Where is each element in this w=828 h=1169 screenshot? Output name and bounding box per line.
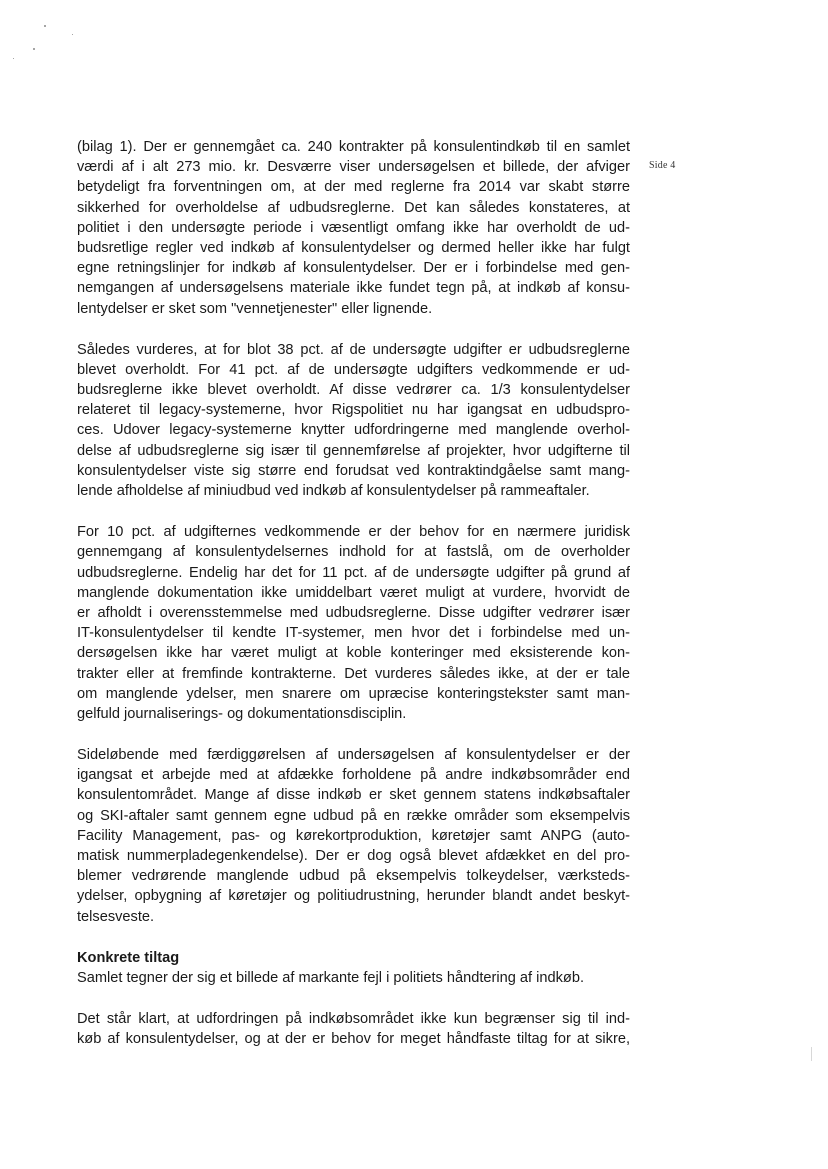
text-line: Sideløbende med færdiggørelsen af undersøgelsen af konsulentydelser er der [77, 747, 630, 764]
text-line: For 10 pct. af udgifternes vedkommende er der behov for en nærmere juridisk [77, 524, 630, 541]
paragraph [77, 522, 630, 724]
text-line: gennemgang af konsulentydelsernes indhold for at fastslå, om de overholder [77, 544, 630, 561]
text-line: relateret til legacy-systemerne, hvor Rigspolitiet nu har igangsat en udbudspro- [77, 402, 630, 419]
text-line: politiet i den undersøgte periode i væsentligt omfang ikke har overholdt de ud- [77, 219, 630, 236]
text-line: køb af konsulentydelser, og at der er behov for meget håndfaste tiltag for at sikre, [77, 1031, 630, 1048]
text-line: er afholdt i overensstemmelse med udbudsreglerne. Disse udgifter vedrører især [77, 604, 630, 621]
text-line: telsesveste. [77, 908, 155, 925]
text-line: Således vurderes, at for blot 38 pct. af de undersøgte udgifter er udbudsreglerne [77, 341, 630, 358]
text-line: budsretlige regler ved indkøb af konsulentydelser og dermed heller ikke har fulgt [77, 239, 630, 256]
text-line: ces. Udover legacy-systemerne knytter udfordringerne med manglende overhol- [77, 422, 630, 439]
spacer [77, 724, 630, 745]
text-line: Facility Management, pas- og kørekortproduktion, køretøjer samt ANPG (auto- [77, 827, 630, 844]
text-line: trakter eller at fremfinde kontrakterne. Det vurderes således ikke, at der er tale [77, 665, 630, 682]
text-line: udbudsreglerne. Endelig har det for 11 pct. af de undersøgte udgifter på grund af [77, 564, 630, 581]
text-line: lende afholdelse af miniudbud ved indkøb af konsulentydelser på rammeaftaler. [77, 483, 590, 499]
text-line: sikkerhed for overholdelse af udbudsreglerne. Det kan således konstateres, at [77, 199, 630, 216]
text-line: egne retningslinjer for indkøb af konsulentydelser. Der er i forbindelse med gen- [77, 260, 630, 277]
text-line: konsulentområdet. Mange af disse indkøb er sket gennem statens indkøbsaftaler [77, 787, 630, 804]
text-line: gelfuld journaliserings- og dokumentationsdisciplin. [77, 705, 407, 722]
scan-edge-mark [811, 1047, 812, 1061]
text-line: blevet overholdt. For 41 pct. af de undersøgte udgifters vedkommende er ud- [77, 361, 630, 378]
text-line: matisk nummerpladegenkendelse). Der er dog også blevet afdækket en del pro- [77, 848, 630, 864]
text-line: lentydelser er sket som "vennetjenester" eller lignende. [77, 300, 433, 317]
text-line: manglende dokumentation ikke umiddelbart været muligt at vurdere, hvorvidt de [77, 584, 630, 601]
text-line: værdi af i alt 273 mio. kr. Desværre viser undersøgelsen et billede, der afviger [77, 159, 630, 176]
paragraph [77, 137, 630, 319]
text-line: (bilag 1). Der er gennemgået ca. 240 kontrakter på konsulentindkøb til en samlet [77, 139, 630, 155]
text-line: ydelser, opbygning af køretøjer og politiudrustning, herunder blandt andet beskyt- [77, 888, 630, 905]
paragraph [77, 745, 630, 927]
final-paragraph [77, 1009, 630, 1049]
paragraph [77, 1009, 630, 1049]
text-line: budsreglerne ikke blevet overholdt. Af disse vedrører ca. 1/3 konsulentydelser [77, 382, 630, 399]
spacer [77, 319, 630, 340]
text-line: konsulentydelser viste sig større end forudsat ved kontraktindgåelse samt mang- [77, 462, 630, 479]
spacer [77, 988, 630, 1009]
page-number-label: Side 4 [649, 160, 676, 171]
text-line: Det står klart, at udfordringen på indkøbsområdet ikke kun begrænser sig til ind- [77, 1011, 630, 1028]
heading-paragraph: Samlet tegner der sig et billede af markante fejl i politiets håndtering af indkøb. [77, 969, 585, 986]
text-line: og SKI-aftaler samt gennem egne udbud på en række områder som eksempelvis [77, 807, 630, 824]
text-line: betydeligt fra forventningen om, at der med reglerne fra 2014 var skabt større [77, 179, 630, 196]
paragraphs [77, 137, 630, 927]
text-line: om manglende ydelser, men snarere om upræcise konteringstekster samt man- [77, 685, 630, 702]
text-line: dersøgelsen ikke har været muligt at koble konteringer med eksisterende kon- [77, 645, 630, 662]
text-line: blemer vedrørende manglende udbud på eksempelvis tolkeydelser, værksteds- [77, 868, 630, 885]
text-line: igangsat et arbejde med at afdække forholdene på andre indkøbsområder end [77, 767, 630, 784]
text-line: nemgangen af undersøgelsens materiale ikke fundet tegn på, at indkøb af konsu- [77, 280, 630, 297]
document-body [77, 137, 630, 1050]
text-line: delse af udbudsreglerne sig især til gennemførelse af projekter, hvor udgifterne til [77, 442, 630, 459]
text-line: IT-konsulentydelser til kendte IT-systemer, men hvor det i forbindelse med un- [77, 625, 630, 642]
spacer [77, 927, 630, 948]
paragraph [77, 340, 630, 502]
spacer [77, 501, 630, 522]
section-heading: Konkrete tiltag [77, 949, 180, 966]
